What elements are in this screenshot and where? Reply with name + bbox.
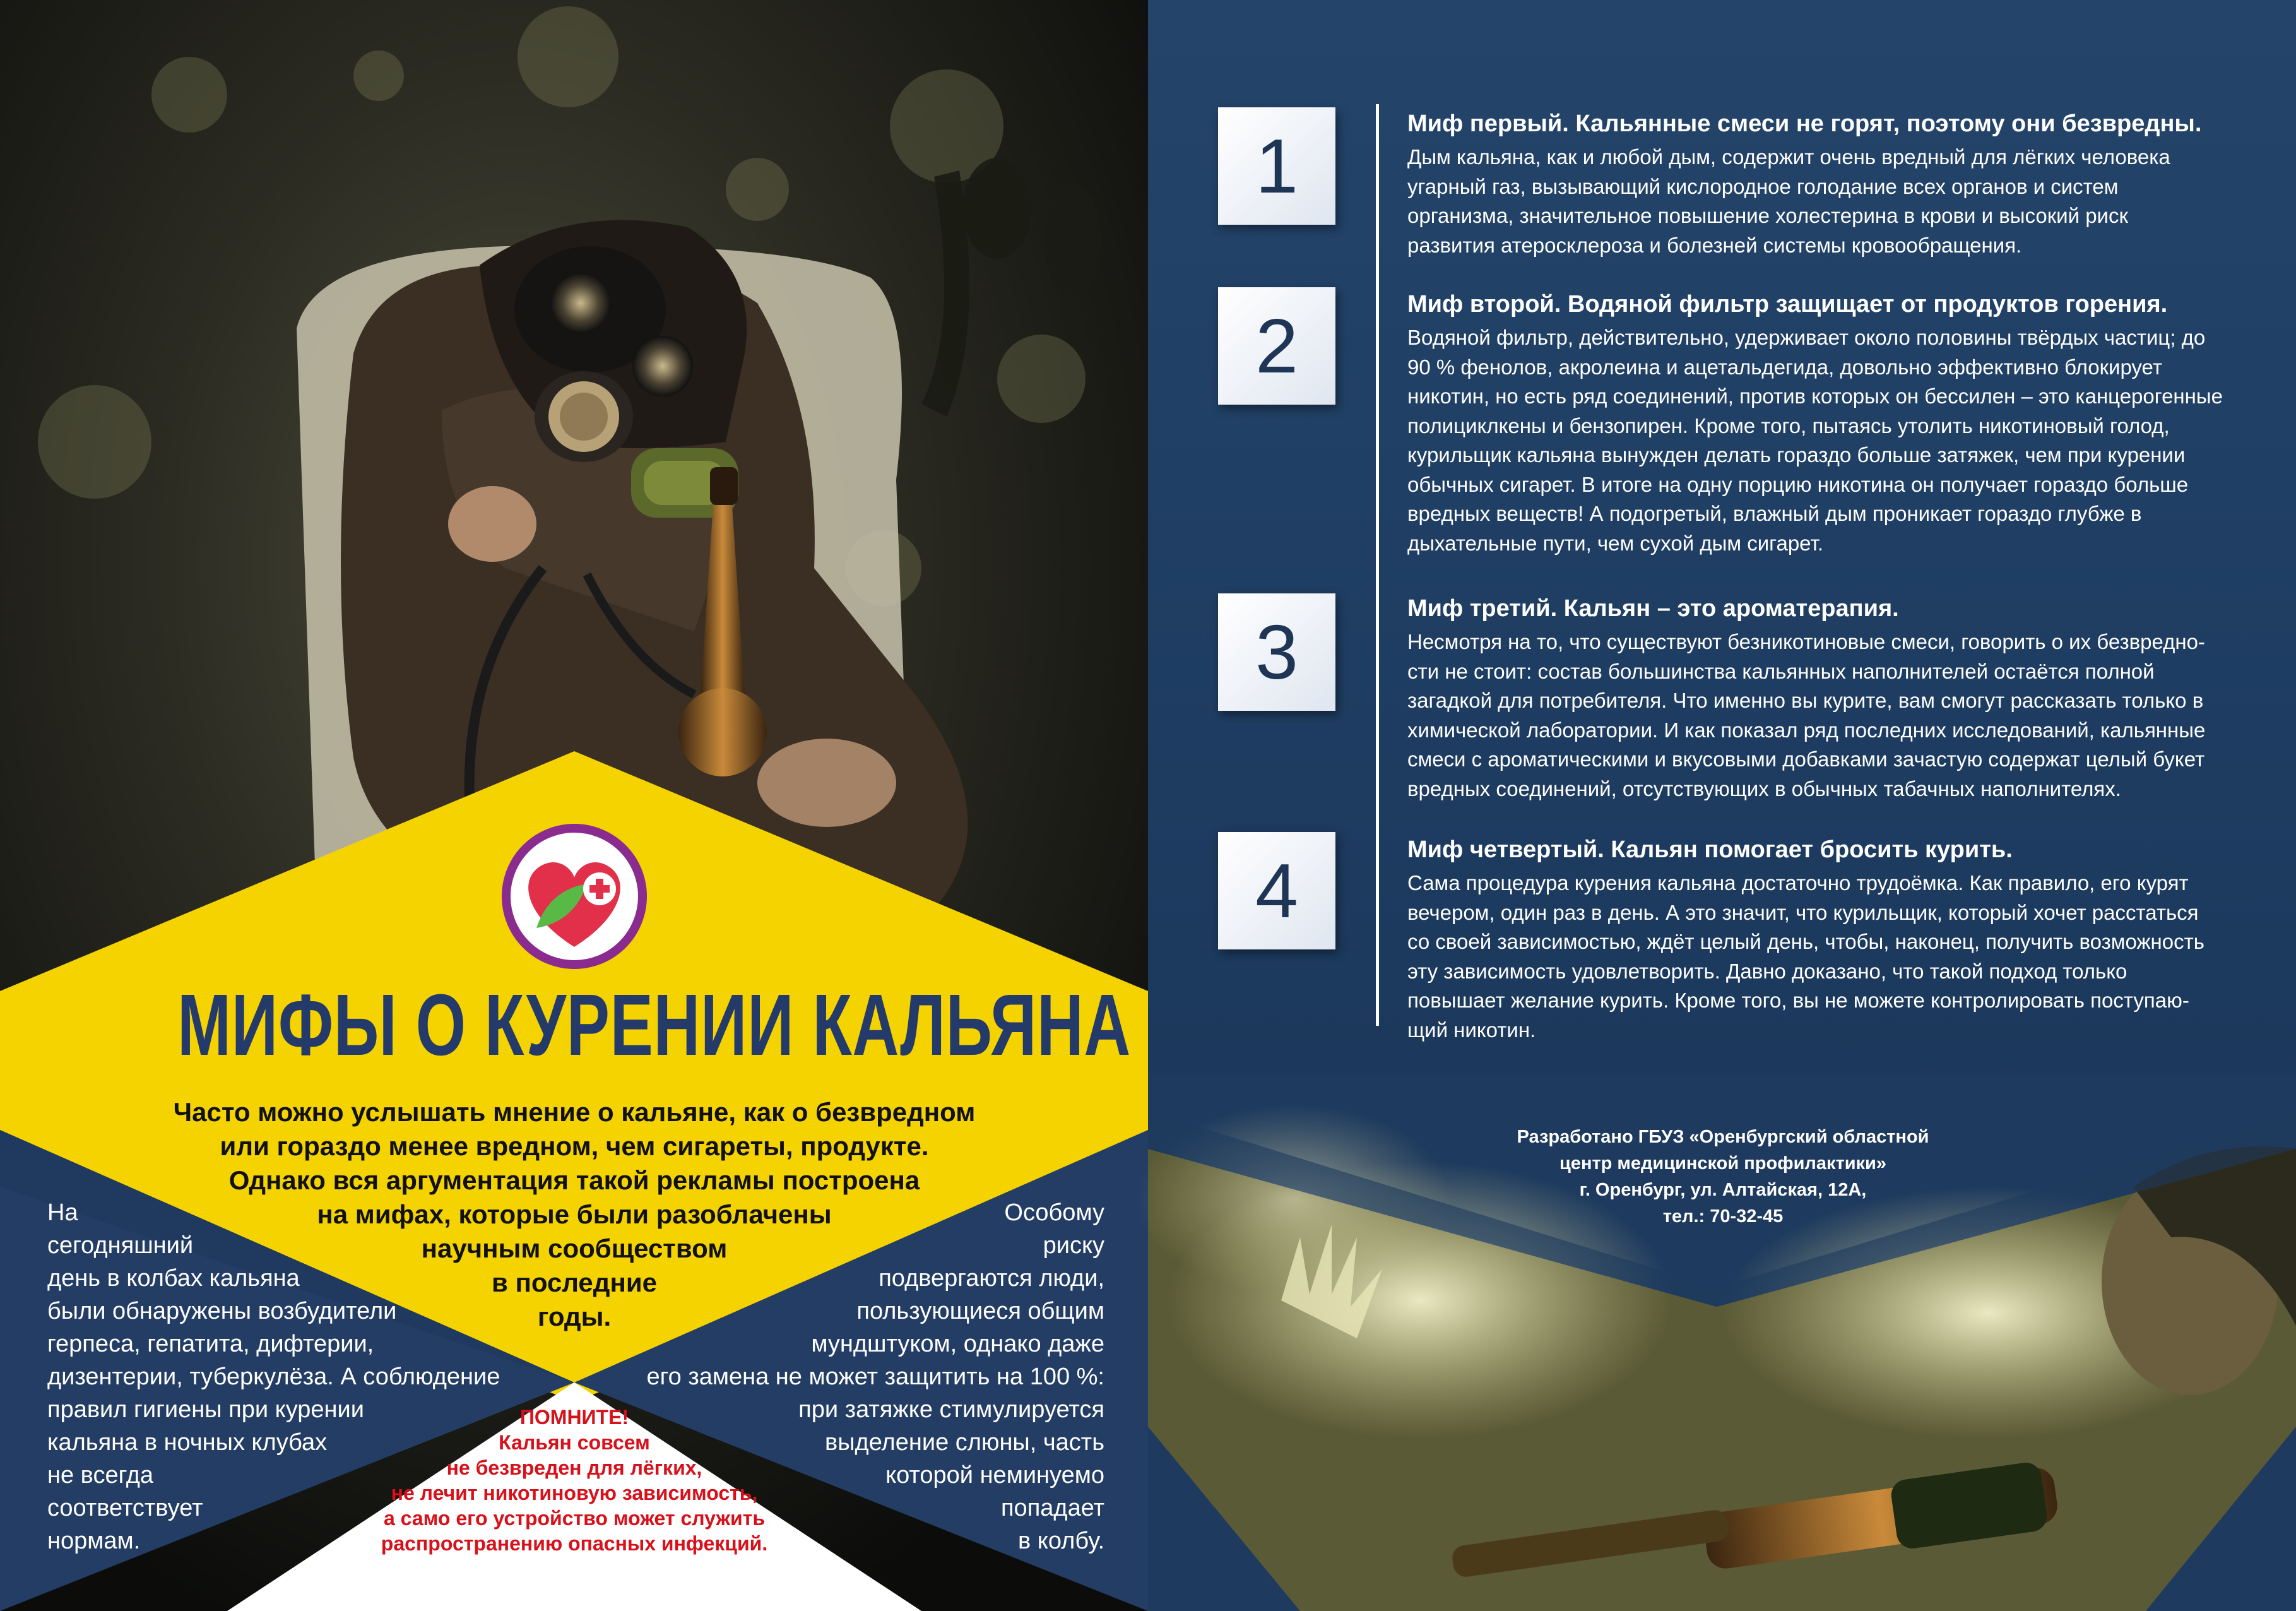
right-line: пользующиеся общим	[856, 1298, 1104, 1324]
vertical-divider	[1376, 104, 1379, 1026]
left-line: были обнаружены возбудители	[47, 1298, 397, 1324]
right-line: попадает	[1000, 1495, 1104, 1521]
right-line: при затяжке стимулируется	[798, 1396, 1104, 1423]
myth-line: со своей зависимостью, ждёт целый день, чтобы, наконец, получить возможность	[1407, 930, 2204, 953]
left-line: герпеса, гепатита, дифтерии,	[47, 1331, 374, 1357]
intro-line: годы.	[537, 1302, 612, 1331]
main-title: МИФЫ О КУРЕНИИ КАЛЬЯНА	[177, 977, 1131, 1074]
myth-line: химической лаборатории. И как показал ряд последних исследований, кальянные	[1407, 718, 2206, 742]
myth-3	[1407, 593, 2234, 804]
myth-line: вечером, один раз в день. А это значит, что курильщик, который хочет расстаться	[1407, 900, 2199, 924]
myth-line: курильщик кальяна вынужден делать гораздо больше затяжек, чем при курении	[1407, 443, 2186, 467]
left-line: правил гигиены при курении	[47, 1396, 364, 1423]
myth-line: 90 % фенолов, акролеина и ацетальдегида, довольно эффективно блокирует	[1407, 355, 2162, 379]
myth-line: Водяной фильтр, действительно, удерживает около половины твёрдых частиц; до	[1407, 326, 2206, 349]
left-line: нормам.	[47, 1528, 141, 1554]
myth-line: полициклкены и бензопирен. Кроме того, пытаясь утолить никотиновый голод,	[1407, 413, 2170, 437]
remember-line: не безвреден для лёгких,	[446, 1456, 702, 1479]
myth-heading: Миф четвертый. Кальян помогает бросить курить.	[1407, 836, 2013, 863]
myth-heading: Миф второй. Водяной фильтр защищает от продуктов горения.	[1407, 291, 2168, 318]
myth-body	[1407, 869, 2234, 1045]
intro-line: или гораздо менее вредном, чем сигареты, продукте.	[220, 1131, 929, 1161]
remember-line: Кальян совсем	[499, 1431, 650, 1454]
myth-line: сти не стоит: состав большинства кальянных наполнителей остаётся полной	[1407, 659, 2155, 683]
myth-line: смеси с ароматическими и вкусовыми добавками зачастую содержат целый букет	[1407, 747, 2205, 771]
right-line: его замена не может защитить на 100 %:	[646, 1364, 1104, 1390]
right-line: которой неминуемо	[885, 1462, 1104, 1489]
left-line: день в колбах кальяна	[47, 1265, 300, 1292]
myth-line: обычных сигарет. В итоге на одну порцию никотина он получает гораздо больше	[1407, 472, 2189, 496]
right-line: Особому	[1004, 1199, 1104, 1226]
myth-line: угарный газ, вызывающий кислородное голодание всех органов и систем	[1407, 174, 2119, 198]
myth-body	[1407, 143, 2234, 260]
credits-line: г. Оренбург, ул. Алтайская, 12А,	[1579, 1180, 1867, 1200]
myth-line: развития атеросклероза и болезней системы кровообращения.	[1407, 233, 2022, 257]
intro-line: Часто можно услышать мнение о кальяне, как о безвредном	[173, 1097, 976, 1127]
myth-line: дыхательные пути, чем сухой дым сигарет.	[1407, 531, 1824, 555]
myth-body	[1407, 627, 2234, 804]
left-line: не всегда	[47, 1462, 154, 1489]
left-line: На	[47, 1199, 78, 1226]
right-line: подвергаются люди,	[879, 1265, 1104, 1292]
right-line: риску	[1043, 1232, 1104, 1259]
myth-line: щий никотин.	[1407, 1018, 1536, 1042]
remember-line: а само его устройство может служить	[383, 1507, 766, 1530]
medical-prevention-logo	[499, 821, 650, 972]
myth-line: вредных веществ! А подогретый, влажный дым проникает гораздо глубже в	[1407, 502, 2142, 525]
myth-line: эту зависимость удовлетворить. Давно доказано, что такой подход только	[1407, 959, 2127, 983]
myth-line: загадкой для потребителя. Что именно вы курите, вам смогут рассказать только в	[1407, 689, 2204, 712]
myth-heading: Миф первый. Кальянные смеси не горят, поэтому они безвредны.	[1407, 110, 2202, 137]
credits-line: Разработано ГБУЗ «Оренбургский областной	[1517, 1127, 1929, 1147]
credits	[1471, 1124, 1975, 1230]
myth-number-box-1: 1	[1218, 107, 1335, 225]
remember-line: не лечит никотиновую зависимость,	[391, 1482, 758, 1504]
myth-line: вредных соединений, отсутствующих в обычных табачных наполнителях.	[1407, 776, 2121, 800]
myth-1	[1407, 109, 2234, 260]
right-line: выделение слюны, часть	[825, 1429, 1104, 1456]
myth-number-box-4: 4	[1218, 832, 1335, 949]
myth-2	[1407, 289, 2234, 558]
myth-line: организма, значительное повышение холестерина в крови и высокий риск	[1407, 204, 2128, 227]
left-line: кальяна в ночных клубах	[47, 1429, 328, 1456]
myth-4	[1407, 835, 2234, 1045]
remember-line: ПОМНИТЕ!	[519, 1406, 629, 1429]
left-line: дизентерии, туберкулёза. А соблюдение	[47, 1364, 500, 1390]
intro-line: на мифах, которые были разоблачены	[317, 1199, 832, 1229]
intro-line: научным сообществом	[421, 1234, 728, 1263]
myth-line: никотин, но есть ряд соединений, против которых он бессилен – это канцерогенные	[1407, 384, 2223, 408]
credits-line: центр медицинской профилактики»	[1559, 1153, 1886, 1174]
remember-line: распространению опасных инфекций.	[381, 1532, 768, 1555]
myth-body	[1407, 323, 2234, 558]
myth-number-box-3: 3	[1218, 593, 1335, 711]
left-line: сегодняшний	[47, 1232, 194, 1259]
myth-line: Несмотря на то, что существуют безникотиновые смеси, говорить о их безвредно-	[1407, 630, 2205, 653]
myth-heading: Миф третий. Кальян – это ароматерапия.	[1407, 595, 1899, 622]
intro-line: Однако вся аргументация такой рекламы построена	[228, 1165, 920, 1195]
left-line: соответствует	[47, 1495, 203, 1521]
credits-line: тел.: 70-32-45	[1662, 1206, 1784, 1227]
remember-warning	[328, 1405, 820, 1556]
right-line: в колбу.	[1018, 1528, 1104, 1554]
myth-line: Дым кальяна, как и любой дым, содержит очень вредный для лёгких человека	[1407, 145, 2170, 169]
myth-number-box-2: 2	[1218, 287, 1335, 405]
myth-line: Сама процедура курения кальяна достаточно трудоёмка. Как правило, его курят	[1407, 871, 2189, 895]
myth-line: повышает желание курить. Кроме того, вы не можете контролировать поступаю-	[1407, 989, 2189, 1012]
intro-line: в последние	[491, 1268, 657, 1297]
right-line: мундштуком, однако даже	[811, 1331, 1104, 1357]
